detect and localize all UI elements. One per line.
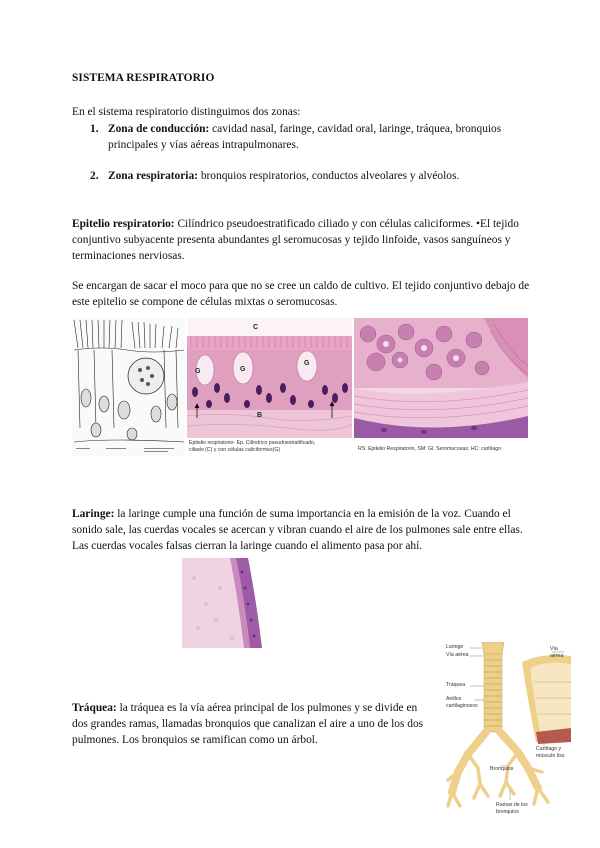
zone-item-respiratory <box>90 168 530 186</box>
zone-item-conduction <box>90 121 530 155</box>
goblet-label: G <box>195 368 201 375</box>
cilia-label: C <box>253 324 259 331</box>
list-number: 1. <box>90 123 99 135</box>
diagram-label: Bronquios <box>490 766 514 772</box>
laringe-text: la laringe cumple una función de suma importancia en la emisión de la voz. Cuando el sonido sale, las cuerdas vocales se acercan y vibran cuando el aire de los pulmones sale entre ellas. Las cuerdas vocales falsas cierran la laringe cuando el alimento pasa por ahí. <box>72 508 523 552</box>
diagram-label: Ramas de los bronquios <box>496 802 528 815</box>
zone-text: bronquios respiratorios, conductos alveolares y alvéolos. <box>197 170 460 182</box>
epitelio-paragraph <box>72 216 530 264</box>
diagram-label: Vía aérea <box>446 652 469 658</box>
epitelio-text: Cilíndrico pseudoestratificado ciliado y con células caliciformes. •El tejido conjuntivo subyacente presenta abundantes gl seromucosas y tejido linfoide, vasos sanguíneos y terminaciones nerviosas. <box>72 218 519 262</box>
goblet-label: G <box>240 366 246 373</box>
traquea-paragraph <box>72 700 424 748</box>
goblet-label: G <box>304 360 310 367</box>
zone-term: Zona de conducción: <box>108 123 210 135</box>
zone-text: cavidad nasal, faringe, cavidad oral, laringe, tráquea, bronquios principales y vías aéreas intrapulmonares. <box>108 123 502 151</box>
epitelio-paragraph-2: Se encargan de sacar el moco para que no se cree un caldo de cultivo. El tejido conjuntivo debajo de este epitelio se compone de células mixtas o seromucosas. <box>72 280 530 308</box>
epithelium-drawing-image <box>72 318 185 456</box>
traquea-term: Tráquea: <box>72 702 117 714</box>
traquea-text: la tráquea es la vía aérea principal de los pulmones y se divide en dos grandes ramas, llamadas bronquios que canalizan el aire a uno de los dos pulmones. Los bronquios se ramifican como un árbol. <box>72 702 424 746</box>
diagram-label: Cartílago y músculo liso <box>536 746 565 759</box>
seromucous-gland-micrograph <box>354 318 528 456</box>
diagram-label: Laringe <box>446 644 464 650</box>
respiratory-epithelium-micrograph <box>187 318 352 456</box>
laringe-paragraph <box>72 506 530 554</box>
larynx-micrograph <box>182 558 297 648</box>
diagram-label: Anillos cartilaginosos <box>446 696 478 709</box>
zone-term: Zona respiratoria: <box>108 170 198 182</box>
laringe-term: Laringe: <box>72 508 115 520</box>
page-title: SISTEMA RESPIRATORIO <box>72 72 215 84</box>
diagram-label: Tráquea <box>446 682 466 688</box>
intro-text: En el sistema respiratorio distinguimos dos zonas: <box>72 106 301 118</box>
epitelio-term: Epitelio respiratorio: <box>72 218 175 230</box>
trachea-diagram <box>444 642 571 822</box>
diagram-label: Vía aérea <box>550 646 564 659</box>
figure-caption: RS: Epitelio Respiratorio, SM: Gl. Seromucosas; HC: cartílago <box>358 446 501 452</box>
figure-caption: Epitelio respiratorio- Ep. Cilíndrico pseudoestratificado, ciliado (C) y con células caliciformes(G) <box>189 440 316 453</box>
list-number: 2. <box>90 170 99 182</box>
basal-label: B <box>257 412 263 419</box>
